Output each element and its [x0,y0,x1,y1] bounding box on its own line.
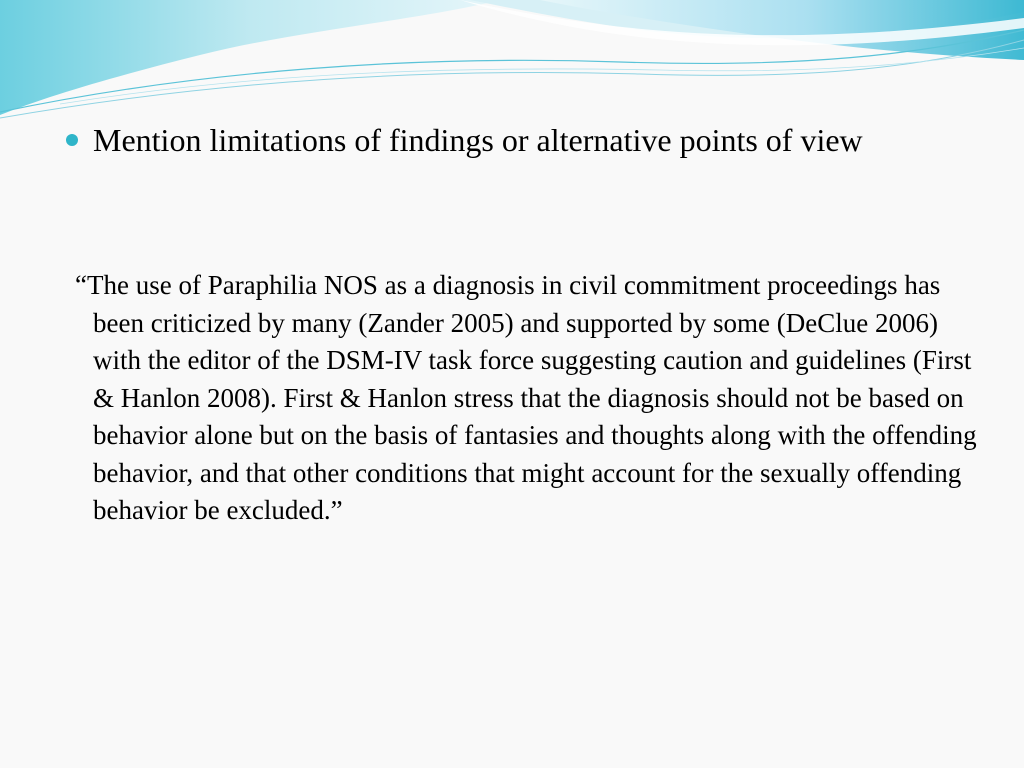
header-wave-decoration [0,0,1024,130]
bullet-dot-icon [66,134,78,146]
quote-paragraph: “The use of Paraphilia NOS as a diagnosis in civil commitment proceedings has been criticized by many (Zander 2005) and supported by some (DeClue 2006) with the editor of the DSM-IV task force suggesting caution and guidelines (First & Hanlon 2008). First & Hanlon stress that the diagnosis should not be based on behavior alone but on the basis of fantasies and thoughts along with the offending behavior, and that other conditions that might account for the sexually offending behavior be excluded.” [75,270,977,525]
bullet-text: Mention limitations of findings or alternative points of view [93,122,863,158]
bullet-item [66,118,976,162]
